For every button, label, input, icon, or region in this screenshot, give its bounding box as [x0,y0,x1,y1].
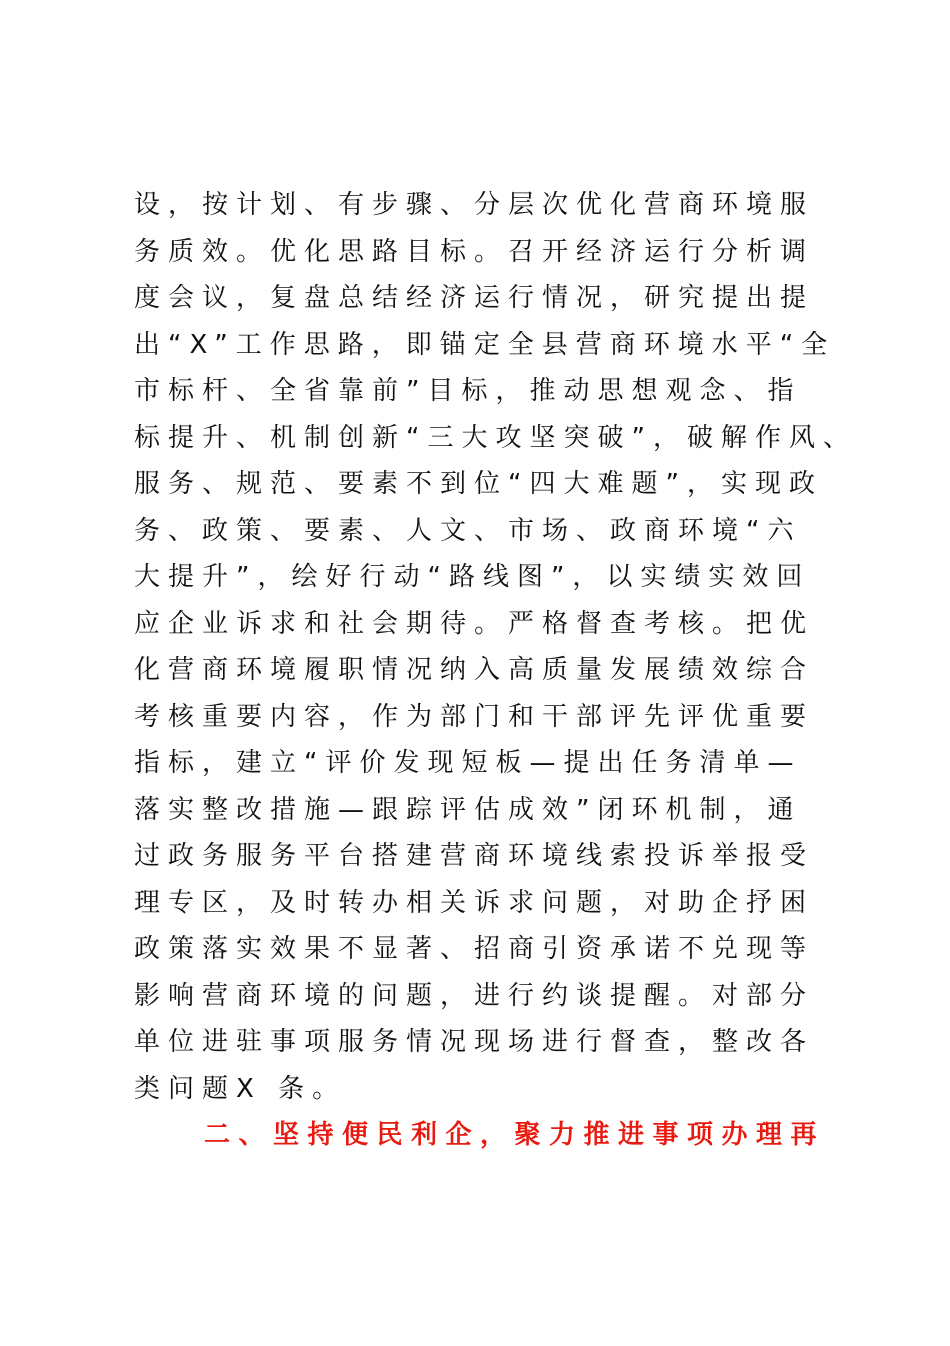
paragraph-line: 设，按计划、有步骤、分层次优化营商环境服 [134,190,815,220]
paragraph-line: 政策落实效果不显著、招商引资承诺不兑现等 [134,934,815,964]
paragraph-line: 化营商环境履职情况纳入高质量发展绩效综合 [134,655,815,685]
paragraph-line: 市标杆、全省靠前”目标，推动思想观念、指 [134,376,802,406]
section-heading: 二、坚持便民利企，聚力推进事项办理再 [204,1120,826,1150]
paragraph-line: 指标，建立“评价发现短板—提出任务清单— [134,748,802,778]
paragraph-line: 理专区，及时转办相关诉求问题，对助企抒困 [134,887,815,918]
paragraph-line: 应企业诉求和社会期待。严格督查考核。把优 [134,608,815,639]
paragraph-line: 类问题X 条。 [134,1073,347,1104]
paragraph-line: 落实整改措施—跟踪评估成效”闭环机制，通 [134,794,802,825]
paragraph-line: 务质效。优化思路目标。召开经济运行分析调 [134,236,815,267]
paragraph-line: 单位进驻事项服务情况现场进行督查，整改各 [134,1027,815,1057]
body-text [134,182,857,1159]
paragraph-line: 标提升、机制创新“三大攻坚突破”，破解作风、 [134,422,857,453]
paragraph-line: 过政务服务平台搭建营商环境线索投诉举报受 [134,841,815,871]
paragraph-line: 服务、规范、要素不到位“四大难题”，实现政 [134,469,823,499]
paragraph-line: 度会议，复盘总结经济运行情况，研究提出提 [134,283,815,313]
paragraph-line: 考核重要内容，作为部门和干部评先评优重要 [134,701,815,732]
paragraph-line: 大提升”，绘好行动“路线图”，以实绩实效回 [134,562,811,592]
paragraph-line: 出“X”工作思路，即锚定全县营商环境水平“全 [134,329,836,360]
paragraph-line: 影响营商环境的问题，进行约谈提醒。对部分 [134,980,815,1011]
paragraph-line: 务、政策、要素、人文、市场、政商环境“六 [134,515,802,546]
